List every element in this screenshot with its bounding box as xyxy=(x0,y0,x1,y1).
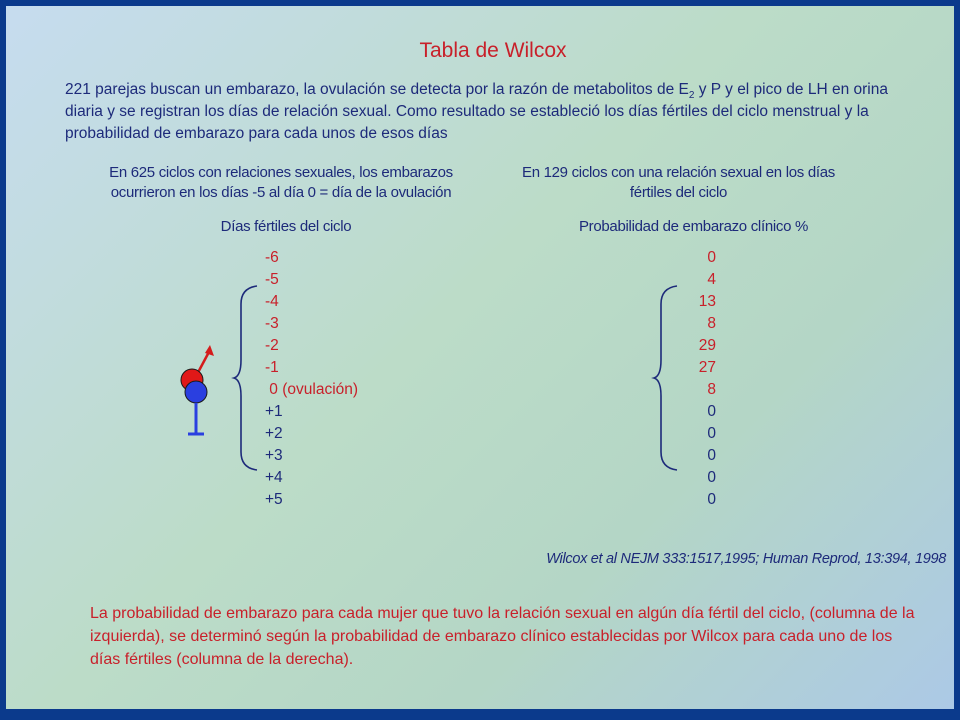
right-column-header: Probabilidad de embarazo clínico % xyxy=(578,218,809,235)
fertile-day-item: +2 xyxy=(265,425,283,442)
fertile-day-item: -3 xyxy=(265,315,279,332)
right-column-description: En 129 ciclos con una relación sexual en los días fértiles del ciclo xyxy=(521,164,835,201)
fertile-day-item: +5 xyxy=(265,491,283,508)
probability-item: 27 xyxy=(698,359,716,376)
probability-item: 0 xyxy=(707,403,716,420)
left-column-description: En 625 ciclos con relaciones sexuales, los embarazos ocurrieron en los días -5 al día 0 = día de la ovulación xyxy=(109,164,453,201)
fertile-day-item: -5 xyxy=(265,271,279,288)
fertile-day-item: -1 xyxy=(265,359,279,376)
fertile-day-item: -6 xyxy=(265,249,279,266)
fertile-day-item: +4 xyxy=(265,469,283,486)
slide xyxy=(6,6,954,709)
probability-item: 0 xyxy=(707,447,716,464)
intro-text-part1: 221 parejas buscan un embarazo, la ovulación se detecta por la razón de metabolitos de E xyxy=(65,81,689,98)
probability-item: 0 xyxy=(707,469,716,486)
citation: Wilcox et al NEJM 333:1517,1995; Human Reprod, 13:394, 1998 xyxy=(546,551,946,567)
slide-title: Tabla de Wilcox xyxy=(419,39,567,62)
probability-item: 0 xyxy=(707,491,716,508)
fertile-day-item: -4 xyxy=(265,293,279,310)
fertile-day-item: +1 xyxy=(265,403,283,420)
probability-item: 8 xyxy=(707,381,716,398)
right-brace xyxy=(651,284,681,472)
probability-item: 13 xyxy=(698,293,716,310)
probability-item: 4 xyxy=(707,271,716,288)
fertile-day-item: +3 xyxy=(265,447,283,464)
fertile-days-list xyxy=(265,247,385,511)
intro-subscript: 2 xyxy=(688,90,695,102)
intro-paragraph xyxy=(65,79,915,145)
probability-item: 0 xyxy=(707,249,716,266)
fertile-day-item: 0 (ovulación) xyxy=(265,381,359,398)
left-column-header: Días fértiles del ciclo xyxy=(220,218,352,235)
female-male-symbol-icon xyxy=(176,342,226,442)
probability-item: 29 xyxy=(698,337,716,354)
intro-text-part2: y P y el pico de LH en orina diaria y se registran los días de relación sexual. Como resultado se estableció los días fértiles del ciclo menstrual y la probabilidad de embarazo para cada unos de esos días xyxy=(65,81,888,142)
fertile-day-item: -2 xyxy=(265,337,279,354)
conclusion-paragraph: La probabilidad de embarazo para cada mujer que tuvo la relación sexual en algún día fértil del ciclo, (columna de la izquierda), se determinó según la probabilidad de embarazo clínico establecidas por Wilcox para cada uno de los días fértiles (columna de la derecha). xyxy=(90,605,915,668)
probability-item: 8 xyxy=(707,315,716,332)
probability-list xyxy=(676,247,716,511)
probability-item: 0 xyxy=(707,425,716,442)
left-brace xyxy=(231,284,261,472)
